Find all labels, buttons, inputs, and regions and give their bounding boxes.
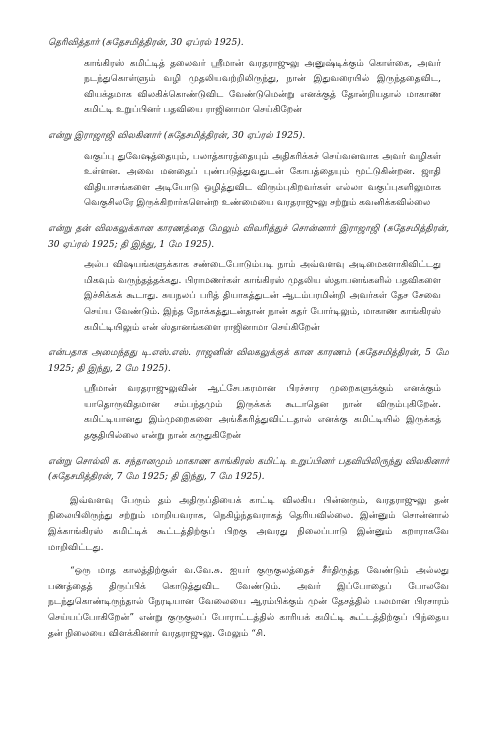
intro-line-5: என்று சொல்லி க. சந்தானமும் மாகாண காங்கிரஸ் கமிட்டி உறுப்பினர் பதவியிலிருந்து விலகினார் (சுதேசமித்திரன், 7 மே 1925; தி இந்து, 7 மே 1925). xyxy=(48,456,449,483)
intro-line-2: என்று இராஜாஜி விலகினார் (சுதேசமித்திரன், 30 ஏப்ரல் 1925). xyxy=(48,130,306,141)
quote-block-1: காங்கிரஸ் கமிட்டித் தலைவர் ஸ்ரீமான் வரதராஜுலு அனுஷ்டிக்கும் கொள்கை, அவர் நடந்துகொள்ளும் வழி முதலியவற்றிலிருந்து, நான் இதுவரையில் இருந்ததைவிட, வியக்தமாக விலகிக்கொண்டுவிட வேண்டுமென்று எனக்குத் தோன்றியதால் மாகாண கமிட்டி உறுப்பினர் பதவியை ராஜினாமா செய்கிறேன் xyxy=(84,58,441,116)
body-paragraph-1: இவ்வளவு பேரும் தம் அதிருப்தியைக் காட்டி விலகிய பின்னரும், வரதராஜுலு தன் நிலையிலிருந்து சற்றும் மாறியவராக, நெகிழ்ந்தவராகத் தெரியவில்லை. இன்னும் சொன்னால் இக்காங்கிரஸ் கமிட்டிக் கூட்டத்திற்குப் பிறகு அவரது நிலைப்பாடு இன்னும் கறாராகவே மாறிவிட்டது. xyxy=(48,495,449,553)
quote-block-2: வகுப்பு துவேஷத்தையும், பலாத்காரத்தையும் அதிகரிக்கச் செய்வனவாக அவர் வழிகள் உள்ளன. அவை மனதைப் புண்படுத்துவதுடன் கோபத்தையும் மூட்டுகின்றன. ஜாதி விதியாசங்களை அடியோடு ஒழித்துவிட விரும்புகிறவர்கள் எல்லா வகுப்புகளிலுமாக வெகுசிலரே இருக்கிறார்களென்ற உண்மையை வரதராஜுலு சற்றும் கவனிக்கவில்லை xyxy=(84,151,441,209)
intro-line-4: என்பதாக அமைந்தது டி.எஸ்.எஸ். ராஜனின் விலகலுக்குக் கான காரணம் (சுதேசமித்திரன், 5 மே 1925; தி இந்து, 2 மே 1925). xyxy=(48,348,449,374)
quote-block-3: அல்ப விஷயங்களுக்காக சண்டைபோடும்படி நாம் அவ்வளவு அடிமைகளாகிவிட்டது மிகவும் வருந்தத்தக்கது. பிராமணர்கள் காங்கிரஸ் முதலிய ஸ்தாபனங்களில் பதவிகளை இச்சிக்கக் கூடாது. சுயநலப் பரித் தியாகத்துடன் ஆடம்பரமின்றி அவர்கள் தேச சேவை செய்ய வேண்டும். இந்த நோக்கத்துடன்தான் நான் கதர் போர்டிலும், மாகாண காங்கிரஸ் கமிட்டியிலும் என் ஸ்தானங்களை ராஜினாமா செய்கிறேன் xyxy=(84,260,441,333)
quote-block-4: ஸ்ரீமான் வரதராஜுலுவின் ஆட்சேபகரமான பிரச்சார முறைகளுக்கும் எனக்கும் யாதொருவிதமான சம்பந்தமும் இருக்கக் கூடாதென நான் விரும்புகிறேன். கமிட்டியானது இம்முறைகளை அங்கீகரித்துவிட்டதால் எனக்கு கமிட்டியில் இருக்கத் தகுதியில்லை என்று நான் கருதுகிறேன் xyxy=(84,384,441,442)
body-paragraph-2: “ஒரு மாத காலத்திற்குள் வ.வே.சு. ஐயர் குருகுலத்தைச் சீர்திருத்த வேண்டும் அல்லது பணத்தைத் திருப்பிக் கொடுத்துவிட வேண்டும். அவர் இப்போதைப் போலவே நடந்துகொண்டிருந்தால் நேரடியான வேலையை ஆரம்பிக்கும் முன் தேசத்தில் பலமான பிரசாரம் செய்யப்போகிறேன்” என்று குருகுலப் போராட்டத்தில் காரியக் கமிட்டி கூட்டத்திற்குப் பிந்தைய தன் நிலையை விளக்கினார் வரதராஜுலு. மேலும் “சி. xyxy=(48,566,449,639)
intro-line-1: தெரிவித்தார் (சுதேசமித்திரன், 30 ஏப்ரல் 1925). xyxy=(48,38,244,48)
intro-line-3: என்று தன் விலகலுக்கான காரணத்தை மேலும் விவரித்துச் சொன்னார் இராஜாஜி (சுதேசமித்திரன், 30 ஏப்ரல் 1925; தி இந்து, 1 மே 1925). xyxy=(48,223,449,250)
